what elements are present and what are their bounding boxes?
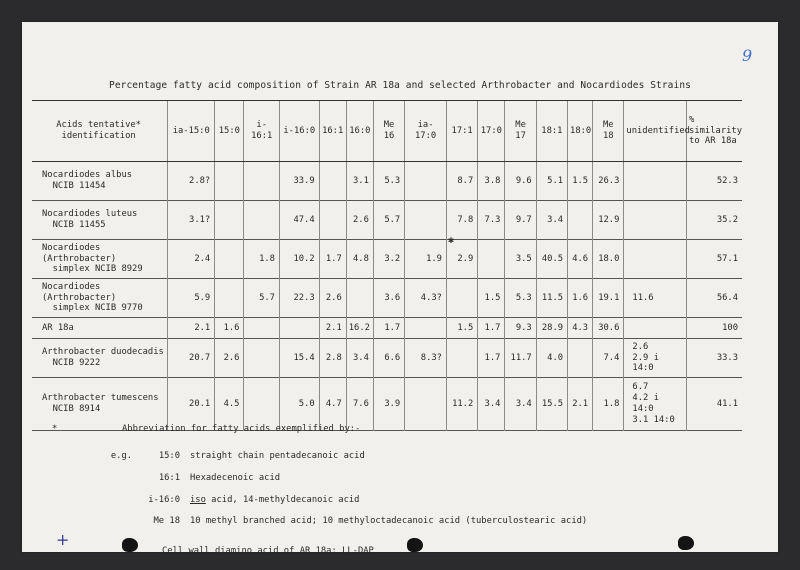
page-mark: 9 — [742, 46, 753, 65]
column-header: % similarity to AR 18a — [687, 101, 742, 162]
column-header: 18:0 — [568, 101, 593, 162]
table-cell: 26.3 — [593, 162, 624, 201]
table-cell — [446, 279, 477, 318]
table-cell: 3.8 — [478, 162, 505, 201]
table-cell: 2.1 — [168, 318, 215, 339]
column-header: Me 17 — [505, 101, 536, 162]
table-cell: 22.3 — [279, 279, 319, 318]
table-cell: 5.3 — [373, 162, 404, 201]
table-cell: 1.9 — [405, 240, 447, 279]
table-cell: 33.9 — [279, 162, 319, 201]
table-cell — [319, 162, 346, 201]
table-cell: 2.6 2.9 i 14:0 — [624, 339, 687, 378]
table-cell — [279, 318, 319, 339]
table-cell: 7.3 — [478, 201, 505, 240]
fatty-acid-table — [32, 100, 742, 431]
table-row — [32, 279, 742, 318]
table-cell: 8.7 — [446, 162, 477, 201]
column-header: i-16:0 — [279, 101, 319, 162]
table-cell — [244, 162, 280, 201]
table-cell — [624, 318, 687, 339]
table-cell: 12.9 — [593, 201, 624, 240]
punch-hole — [678, 536, 694, 550]
document-sheet — [22, 22, 778, 556]
table-cell — [624, 201, 687, 240]
table-cell: 5.1 — [536, 162, 567, 201]
table-cell: 1.5 — [568, 162, 593, 201]
table-cell: 3.5 — [505, 240, 536, 279]
table-cell: 4.0 — [536, 339, 567, 378]
table-cell: 4.3? — [405, 279, 447, 318]
footnote-heading-text: Abbreviation for fatty acids exemplified by:- — [122, 424, 361, 434]
table-cell: 4.5 — [215, 378, 244, 431]
table-row — [32, 378, 742, 431]
table-cell: 4.3 — [568, 318, 593, 339]
table-cell: 2.6 — [346, 201, 373, 240]
table-row — [32, 318, 742, 339]
table-cell: 2.8 — [319, 339, 346, 378]
table-cell: 2.1 — [568, 378, 593, 431]
table-cell — [568, 339, 593, 378]
table-cell: 1.7 — [319, 240, 346, 279]
table-cell — [624, 162, 687, 201]
footnote-code: 16:1 — [158, 473, 180, 483]
column-header: 17:1 — [446, 101, 477, 162]
table-cell: 3.9 — [373, 378, 404, 431]
table-cell: 10.2 — [279, 240, 319, 279]
strain-name: Nocardiodes (Arthrobacter) simplex NCIB 8929 — [42, 242, 143, 275]
table-cell — [244, 318, 280, 339]
table-cell: 20.1 — [168, 378, 215, 431]
handwritten-mark: + — [56, 530, 70, 549]
table-cell — [405, 162, 447, 201]
table-cell: 7.6 — [346, 378, 373, 431]
table-cell: 15.5 — [536, 378, 567, 431]
cell-wall-note: Cell wall diamino acid of AR 18a: LL-DAP — [162, 546, 374, 556]
strain-name: Arthrobacter duodecadis NCIB 9222 — [42, 347, 164, 368]
table-row — [32, 339, 742, 378]
table-cell: 100 — [687, 318, 742, 339]
footnote-desc: Hexadecenoic acid — [190, 473, 281, 483]
table-cell — [244, 378, 280, 431]
table-cell: 1.5 — [478, 279, 505, 318]
table-cell: 4.7 — [319, 378, 346, 431]
strain-name: AR 18a — [42, 322, 74, 333]
column-header: 17:0 — [478, 101, 505, 162]
table-cell — [478, 240, 505, 279]
table-cell: 4.6 — [568, 240, 593, 279]
punch-hole — [122, 538, 138, 552]
table-cell: 30.6 — [593, 318, 624, 339]
punch-hole — [407, 538, 423, 552]
strain-name: Nocardiodes albus NCIB 11454 — [42, 170, 133, 191]
table-cell: 9.3 — [505, 318, 536, 339]
table-cell: 6.7 4.2 i 14:0 3.1 14:0 — [624, 378, 687, 431]
table-cell: 1.7 — [478, 318, 505, 339]
table-cell — [405, 201, 447, 240]
footnote-desc: iso acid, 14-methyldecanoic acid — [190, 495, 360, 505]
column-header: Acids tentative* identification — [32, 101, 168, 162]
table-cell: 1.6 — [215, 318, 244, 339]
column-header: ia-17:0 — [405, 101, 447, 162]
table-cell: 52.3 — [687, 162, 742, 201]
table-cell: 57.1 — [687, 240, 742, 279]
table-cell: 40.5 — [536, 240, 567, 279]
table-cell: 2.6 — [319, 279, 346, 318]
footnote-star: * — [52, 424, 58, 434]
footnote-code: 15:0 — [158, 451, 180, 461]
table-cell — [624, 240, 687, 279]
table-cell: 7.4 — [593, 339, 624, 378]
table-cell — [244, 201, 280, 240]
column-header: unidentified — [624, 101, 687, 162]
table-cell: 1.8 — [593, 378, 624, 431]
column-header: Me 18 — [593, 101, 624, 162]
table-cell: 1.7 — [478, 339, 505, 378]
table-row — [32, 201, 742, 240]
table-cell: 2.9 — [446, 240, 477, 279]
column-header: 15:0 — [215, 101, 244, 162]
table-cell: 11.7 — [505, 339, 536, 378]
table-cell — [319, 201, 346, 240]
table-cell: 16.2 — [346, 318, 373, 339]
table-cell: 2.8? — [168, 162, 215, 201]
footnote-eg: e.g. — [110, 451, 132, 461]
handwritten-cross: ✱ — [448, 235, 455, 246]
table-cell: 41.1 — [687, 378, 742, 431]
table-cell — [215, 201, 244, 240]
footnote-desc: straight chain pentadecanoic acid — [190, 451, 365, 461]
table-cell: 9.6 — [505, 162, 536, 201]
table-cell: 6.6 — [373, 339, 404, 378]
table-cell — [215, 162, 244, 201]
table-cell — [244, 339, 280, 378]
table-cell — [405, 378, 447, 431]
column-header: 16:0 — [346, 101, 373, 162]
table-cell: 1.6 — [568, 279, 593, 318]
table-cell: 5.9 — [168, 279, 215, 318]
table-cell: 56.4 — [687, 279, 742, 318]
table-cell — [215, 240, 244, 279]
table-cell: 3.4 — [536, 201, 567, 240]
table-cell: 2.1 — [319, 318, 346, 339]
table-cell: 11.6 — [624, 279, 687, 318]
column-header: ia-15:0 — [168, 101, 215, 162]
table-cell — [346, 279, 373, 318]
table-cell: 20.7 — [168, 339, 215, 378]
footnote-code: i-16:0 — [148, 495, 180, 505]
table-cell: 3.4 — [346, 339, 373, 378]
table-cell: 1.5 — [446, 318, 477, 339]
table-cell: 47.4 — [279, 201, 319, 240]
table-cell: 3.6 — [373, 279, 404, 318]
footnote-code: Me 18 — [153, 516, 180, 526]
column-header: 16:1 — [319, 101, 346, 162]
table-cell — [405, 318, 447, 339]
table-cell: 19.1 — [593, 279, 624, 318]
table-cell: 5.0 — [279, 378, 319, 431]
table-cell: 3.1 — [346, 162, 373, 201]
strain-name: Nocardiodes luteus NCIB 11455 — [42, 209, 138, 230]
column-header: i-16:1 — [244, 101, 280, 162]
table-cell: 5.7 — [373, 201, 404, 240]
table-cell: 33.3 — [687, 339, 742, 378]
footnote-desc: 10 methyl branched acid; 10 methyloctadecanoic acid (tuberculostearic acid) — [190, 516, 588, 526]
table-cell: 18.0 — [593, 240, 624, 279]
table-row — [32, 240, 742, 279]
table-cell: 28.9 — [536, 318, 567, 339]
table-cell — [446, 339, 477, 378]
table-cell: 5.3 — [505, 279, 536, 318]
table-cell: 35.2 — [687, 201, 742, 240]
table-cell: 3.4 — [478, 378, 505, 431]
table-cell: 4.8 — [346, 240, 373, 279]
table-cell: 7.8 — [446, 201, 477, 240]
table-cell: 5.7 — [244, 279, 280, 318]
table-header-row — [32, 101, 742, 162]
strain-name: Arthrobacter tumescens NCIB 8914 — [42, 393, 159, 414]
table-cell: 15.4 — [279, 339, 319, 378]
table-cell: 2.6 — [215, 339, 244, 378]
table-row — [32, 162, 742, 201]
strain-name: Nocardiodes (Arthrobacter) simplex NCIB 9770 — [42, 281, 143, 314]
table-cell: 3.4 — [505, 378, 536, 431]
column-header: 18:1 — [536, 101, 567, 162]
table-cell: 9.7 — [505, 201, 536, 240]
table-cell: 1.7 — [373, 318, 404, 339]
table-cell: 11.5 — [536, 279, 567, 318]
table-cell: 3.1? — [168, 201, 215, 240]
column-header: Me 16 — [373, 101, 404, 162]
table-cell — [215, 279, 244, 318]
table-title: Percentage fatty acid composition of Strain AR 18a and selected Arthrobacter and Nocardiodes Strains — [109, 80, 691, 91]
table-cell: 1.8 — [244, 240, 280, 279]
table-cell: 3.2 — [373, 240, 404, 279]
table-cell: 2.4 — [168, 240, 215, 279]
table-cell: 8.3? — [405, 339, 447, 378]
table-cell — [568, 201, 593, 240]
table-cell: 11.2 — [446, 378, 477, 431]
